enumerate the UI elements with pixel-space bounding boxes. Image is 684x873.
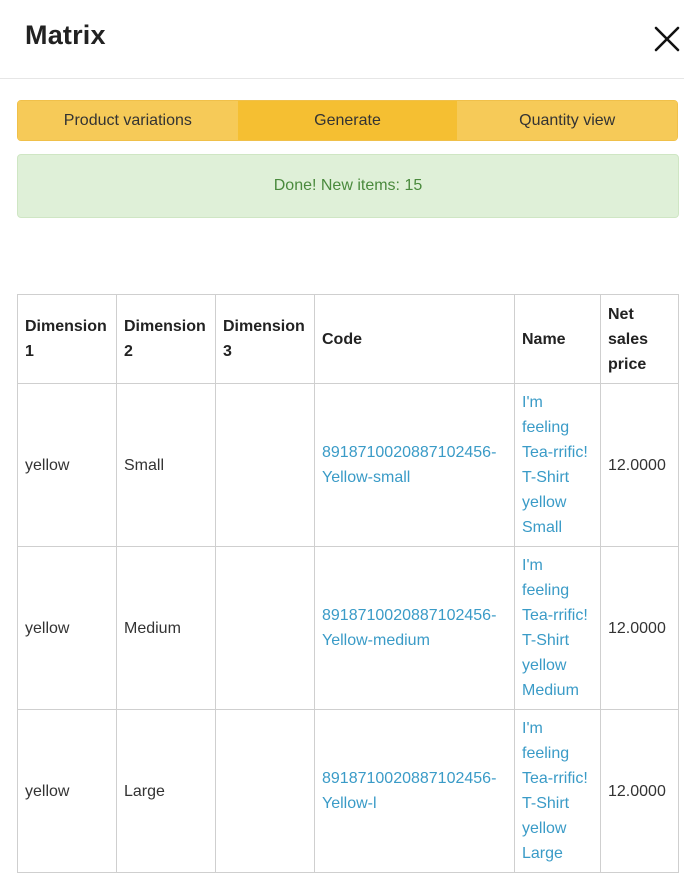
table-row [18, 384, 679, 547]
close-button[interactable] [648, 20, 684, 56]
cell-name-link[interactable]: I'm feeling Tea-rrific! T-Shirt yellow Small [515, 384, 601, 547]
modal-header [0, 0, 684, 79]
cell-dimension-3 [216, 710, 315, 873]
cell-net-sales-price: 12.0000 [601, 547, 679, 710]
cell-dimension-1: yellow [18, 384, 117, 547]
header-code: Code [315, 295, 515, 384]
cell-dimension-3 [216, 384, 315, 547]
cell-dimension-2: Small [117, 384, 216, 547]
cell-net-sales-price: 12.0000 [601, 710, 679, 873]
tab-generate[interactable]: Generate [238, 101, 458, 140]
cell-code-link[interactable]: 8918710020887102456-Yellow-medium [315, 547, 515, 710]
header-dimension-3: Dimension 3 [216, 295, 315, 384]
header-dimension-1: Dimension 1 [18, 295, 117, 384]
success-alert: Done! New items: 15 [17, 154, 679, 218]
cell-dimension-3 [216, 547, 315, 710]
header-dimension-2: Dimension 2 [117, 295, 216, 384]
table-row [18, 710, 679, 873]
cell-code-link[interactable]: 8918710020887102456-Yellow-l [315, 710, 515, 873]
table-row [18, 547, 679, 710]
variations-table [17, 294, 678, 873]
cell-dimension-1: yellow [18, 547, 117, 710]
cell-net-sales-price: 12.0000 [601, 384, 679, 547]
cell-dimension-2: Large [117, 710, 216, 873]
close-icon [648, 20, 684, 56]
cell-dimension-1: yellow [18, 710, 117, 873]
modal-title: Matrix [25, 20, 106, 50]
tab-product-variations[interactable]: Product variations [18, 101, 238, 140]
cell-dimension-2: Medium [117, 547, 216, 710]
table-header-row [18, 295, 679, 384]
matrix-tabs [17, 100, 678, 141]
cell-name-link[interactable]: I'm feeling Tea-rrific! T-Shirt yellow Medium [515, 547, 601, 710]
header-name: Name [515, 295, 601, 384]
cell-code-link[interactable]: 8918710020887102456-Yellow-small [315, 384, 515, 547]
tab-quantity-view[interactable]: Quantity view [457, 101, 677, 140]
cell-name-link[interactable]: I'm feeling Tea-rrific! T-Shirt yellow Large [515, 710, 601, 873]
header-net-sales-price: Net sales price [601, 295, 679, 384]
